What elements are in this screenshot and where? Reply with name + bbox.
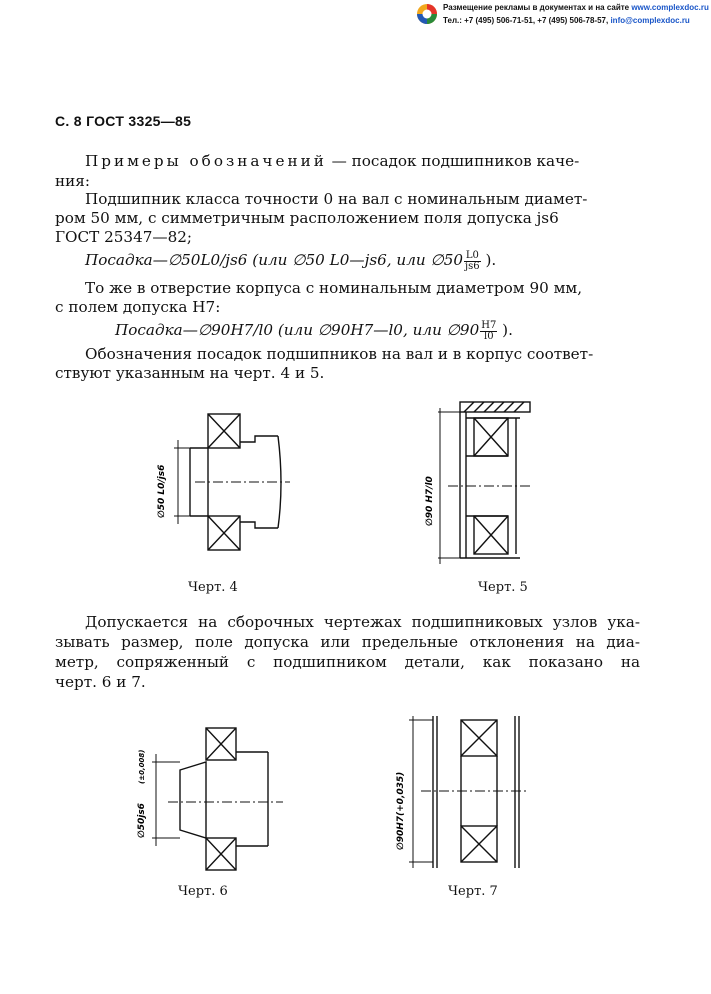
p3-line-2: с полем допуска Н7: — [55, 298, 221, 316]
formula-1-numerator: L0 — [465, 249, 479, 261]
p4-line-2: ствуют указанным на черт. 4 и 5. — [55, 364, 325, 382]
p1-line-2: ния: — [55, 172, 90, 190]
p5-line-1: Допускается на сборочных чертежах подшипниковых узлов ука- — [85, 613, 640, 631]
p4-line-1: Обозначения посадок подшипников на вал и в корпус соответ- — [85, 345, 594, 363]
formula-1-denominator: js6 — [465, 260, 480, 272]
figure-7-drawing — [375, 708, 535, 878]
p5-line-4: черт. 6 и 7. — [55, 673, 146, 691]
figure-6-caption: Черт. 6 — [178, 884, 228, 899]
ad-banner — [416, 2, 708, 28]
formula-2-main: Посадка—∅90Н7/l0 (или ∅90Н7—l0, или ∅90 — [115, 321, 480, 339]
p5-line-2: зывать размер, поле допуска или предельные отклонения на диа- — [55, 633, 640, 651]
p1-lead: Примеры обозначений — [85, 152, 327, 170]
figure-5-drawing — [420, 398, 540, 576]
formula-1-fraction — [464, 251, 481, 272]
page-header: С. 8 ГОСТ 3325—85 — [55, 113, 192, 129]
figure-4-caption: Черт. 4 — [188, 580, 238, 595]
formula-2-end: ). — [497, 321, 513, 339]
figure-6-dimension-tolerance: (±0,008) — [138, 749, 146, 784]
figure-5-dimension-label: ∅90 Н7/l0 — [425, 476, 435, 526]
p1-line-1 — [85, 151, 579, 171]
p5-line-3: метр, сопряженный с подшипником детали, как показано на — [55, 653, 640, 671]
figure-6-dimension-label: ∅50js6 — [137, 803, 147, 838]
p1-rest: — посадок подшипников каче- — [326, 152, 580, 170]
figure-7-caption: Черт. 7 — [448, 884, 498, 899]
formula-1-main: Посадка—∅50L0/js6 (или ∅50 L0—js6, или ∅50 — [85, 251, 464, 269]
ad-text-2: Тел.: +7 (495) 506-71-51, +7 (495) 506-78-57, — [443, 16, 611, 25]
ad-text-1: Размещение рекламы в документах и на сайте — [443, 3, 632, 12]
p3-line-1: То же в отверстие корпуса с номинальным диаметром 90 мм, — [85, 279, 583, 297]
ad-line-1 — [443, 3, 709, 12]
p2-line-2: ром 50 мм, с симметричным расположением поля допуска js6 — [55, 209, 559, 227]
p2-line-3: ГОСТ 25347—82; — [55, 228, 193, 246]
formula-2-denominator: l0 — [484, 330, 494, 342]
figure-7-dimension-label: ∅90Н7(+0,035) — [396, 771, 406, 850]
figure-4-dimension-label: ∅50 L0/js6 — [157, 464, 167, 518]
complexdoc-logo-icon — [416, 3, 438, 25]
p2-line-1: Подшипник класса точности 0 на вал с номинальным диамет- — [85, 190, 588, 208]
formula-2 — [115, 320, 513, 342]
formula-2-fraction — [480, 321, 497, 342]
ad-line-2 — [443, 16, 690, 25]
formula-1 — [85, 250, 496, 272]
site-link[interactable]: www.complexdoc.ru — [631, 3, 709, 12]
formula-1-end: ). — [480, 251, 497, 269]
formula-2-numerator: Н7 — [481, 319, 497, 331]
figure-4-drawing — [150, 400, 300, 575]
email-link[interactable]: info@complexdoc.ru — [610, 16, 690, 25]
figure-6-drawing — [118, 722, 288, 882]
figure-5-caption: Черт. 5 — [478, 580, 528, 595]
